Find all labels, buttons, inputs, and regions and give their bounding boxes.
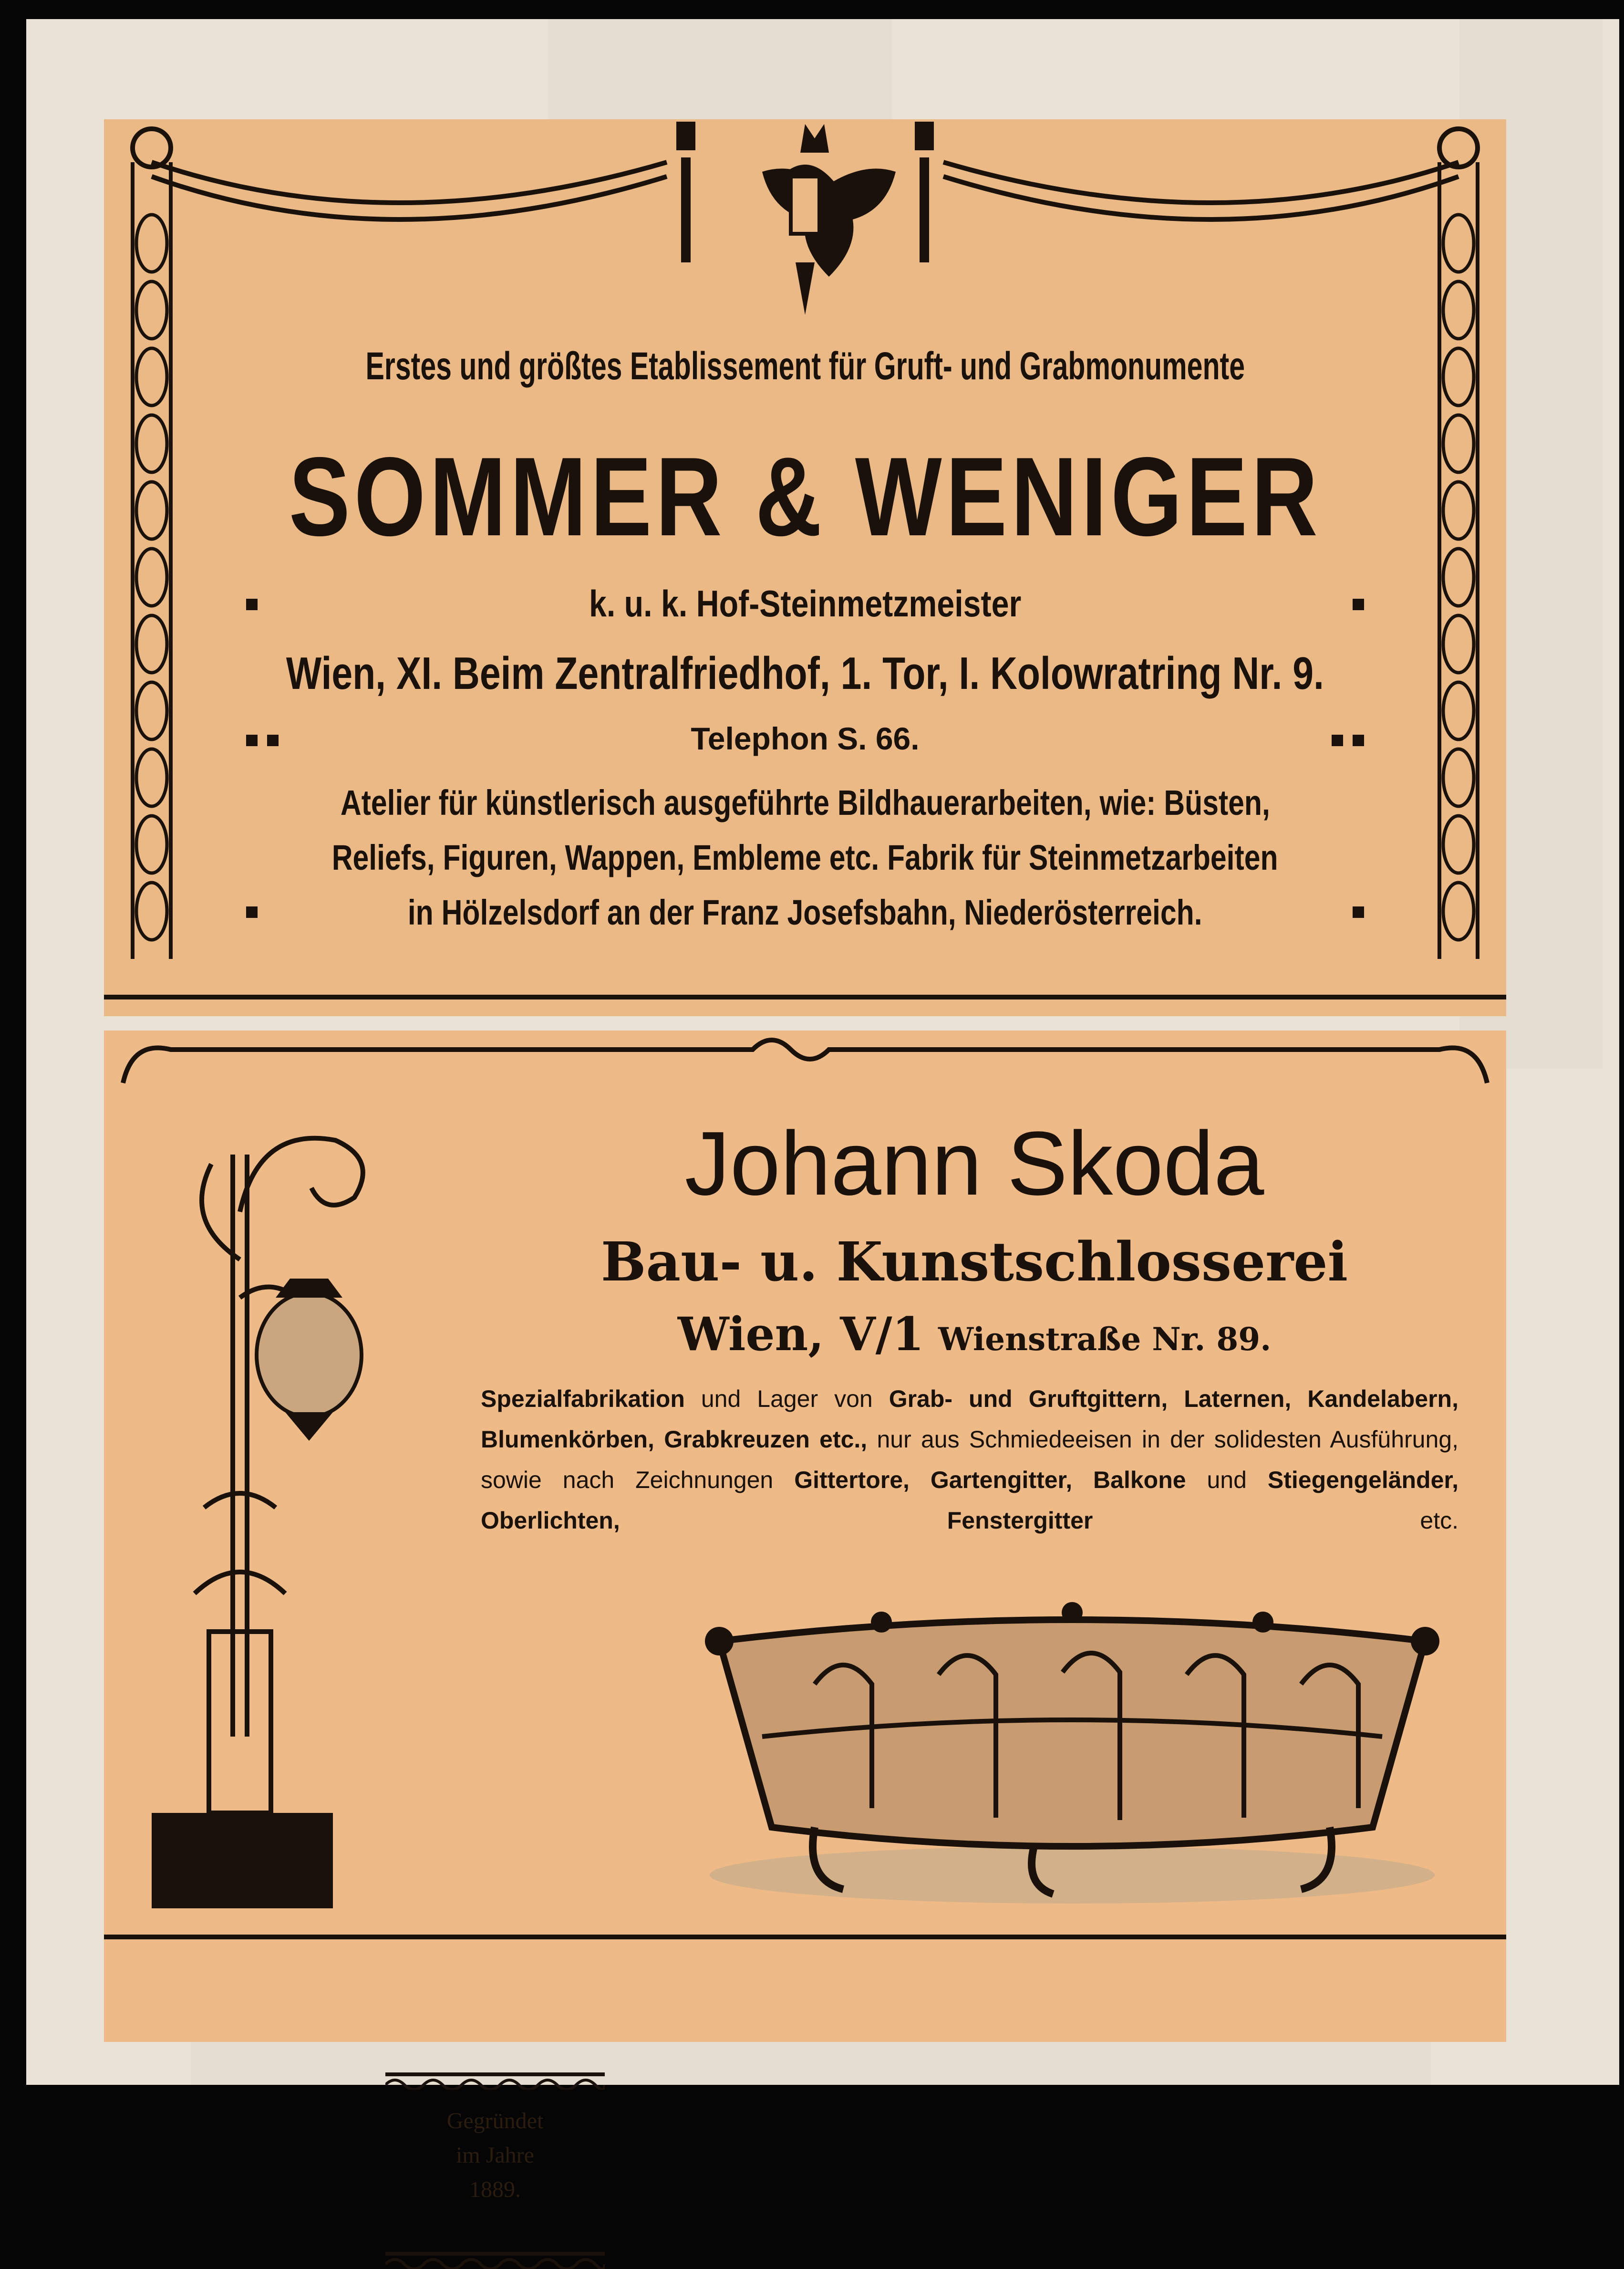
description-segment: und Lager von <box>684 1385 889 1412</box>
description-segment: Stiegengeländer, Oberlichten, Fenstergitter <box>481 1467 1458 1534</box>
company-name: SOMMER & WENIGER <box>289 434 1322 559</box>
founded-year: 1889. <box>469 2177 521 2202</box>
bullet-square <box>1353 735 1364 746</box>
bullet-square <box>1353 906 1364 918</box>
flower-basket-illustration <box>691 1579 1454 1913</box>
address: Wien, XI. Beim Zentralfriedhof, 1. Tor, I. Kolowratring Nr. 9. <box>286 648 1324 699</box>
meander-ornament <box>385 2250 605 2269</box>
description-segment: nur aus Schmiedeeisen in der solidesten Ausführung, sowie nach Zeichnungen <box>481 1426 1458 1493</box>
bullet-square <box>246 735 258 746</box>
address-line: Wien, V/1 Wienstraße Nr. 89. <box>677 1307 1272 1361</box>
description-segment: Gittertore, Gartengitter, Balkone <box>794 1467 1186 1493</box>
company-name: Johann Skoda <box>684 1113 1264 1214</box>
description-segment: und <box>1186 1467 1268 1493</box>
description-segment: Grab- und Gruftgittern, Laternen, Kandelabern, Blumenkörben, Grabkreuzen etc., <box>481 1385 1458 1453</box>
bullet-square <box>246 599 258 610</box>
bullet-square <box>1332 735 1343 746</box>
description-segment: Spezialfabrikation <box>481 1385 685 1412</box>
description-line-2: Reliefs, Figuren, Wappen, Embleme etc. Fabrik für Steinmetzarbeiten <box>332 838 1278 877</box>
founded-label: Gegründet <box>446 2108 544 2134</box>
telephone: Telephon S. 66. <box>691 721 920 756</box>
bullet-square <box>246 906 258 918</box>
ornamental-border <box>104 119 1506 1016</box>
bullet-square <box>1353 599 1364 610</box>
tape-strip <box>548 19 892 129</box>
eagle-crest-icon <box>762 124 896 315</box>
company-title: k. u. k. Hof-Steinmetzmeister <box>589 583 1022 624</box>
description-segment: etc. <box>1093 1507 1458 1534</box>
founded-label: im Jahre <box>456 2143 534 2168</box>
headline: Erstes und größtes Etablissement für Gruft- und Grabmonumente <box>365 344 1245 388</box>
description-text <box>481 1379 1458 1541</box>
description-line-1: Atelier für künstlerisch ausgeführte Bildhauerarbeiten, wie: Büsten, <box>340 783 1270 822</box>
trade-line: Bau- u. Kunstschlosserei <box>600 1231 1348 1293</box>
street-lamp-illustration <box>133 1116 381 1908</box>
description-line-3: in Hölzelsdorf an der Franz Josefsbahn, Niederösterreich. <box>408 893 1202 932</box>
meander-ornament <box>385 2071 605 2090</box>
advertisement-johann-skoda <box>104 1030 1506 2202</box>
bullet-square <box>267 735 279 746</box>
founded-note <box>385 2071 605 2269</box>
advertisement-sommer-weniger <box>104 119 1506 1016</box>
